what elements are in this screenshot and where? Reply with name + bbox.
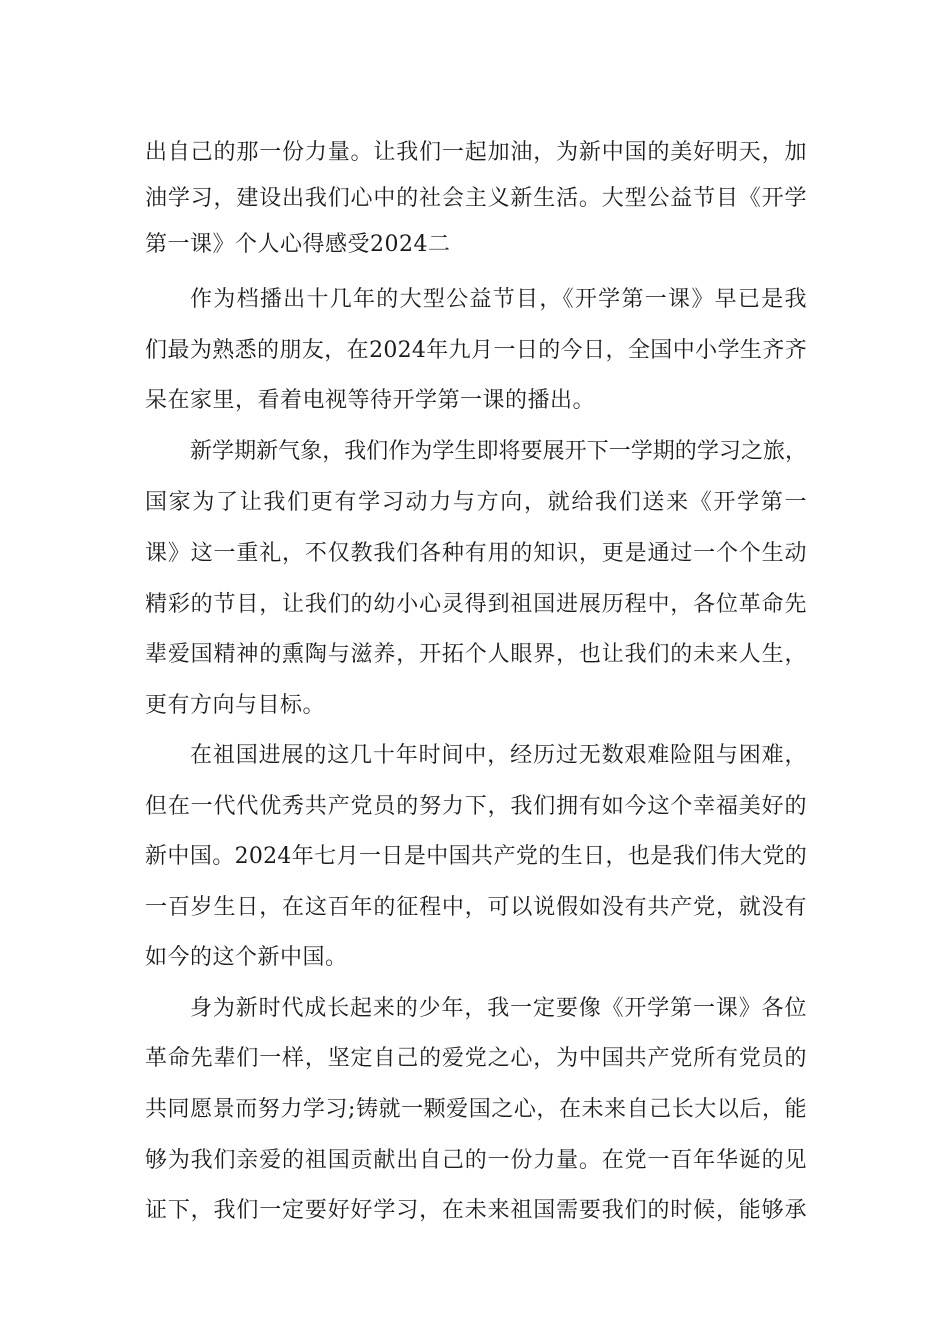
text-line: 更有方向与目标。 [145, 693, 326, 718]
text-line: 够为我们亲爱的祖国贡献出自己的一份力量。在党一百年华诞的见 [145, 1148, 807, 1173]
text-line: 课》这一重礼，不仅教我们各种有用的知识，更是通过一个个生动 [145, 541, 807, 566]
text-line: 出自己的那一份力量。让我们一起加油，为新中国的美好明天，加 [145, 140, 807, 165]
text-line: 一百岁生日，在这百年的征程中，可以说假如没有共产党，就没有 [145, 895, 807, 920]
text-line: 作为档播出十几年的大型公益节目，《开学第一课》早已是我 [190, 287, 807, 312]
text-line: 第一课》个人心得感受2024二 [145, 232, 451, 257]
text-line: 精彩的节目，让我们的幼小心灵得到祖国进展历程中，各位革命先 [145, 592, 807, 617]
text-line: 革命先辈们一样，坚定自己的爱党之心，为中国共产党所有党员的 [145, 1046, 807, 1071]
text-line: 证下，我们一定要好好学习，在未来祖国需要我们的时候，能够承 [145, 1198, 807, 1223]
text-line: 辈爱国精神的熏陶与滋养，开拓个人眼界，也让我们的未来人生， [145, 642, 807, 667]
text-line: 身为新时代成长起来的少年，我一定要像《开学第一课》各位 [190, 996, 807, 1021]
text-line: 油学习，建设出我们心中的社会主义新生活。大型公益节目《开学 [145, 186, 807, 211]
text-line: 们最为熟悉的朋友，在2024年九月一日的今日，全国中小学生齐齐 [145, 338, 807, 363]
text-line: 但在一代代优秀共产党员的努力下，我们拥有如今这个幸福美好的 [145, 794, 807, 819]
text-line: 呆在家里，看着电视等待开学第一课的播出。 [145, 388, 596, 413]
text-line: 国家为了让我们更有学习动力与方向，就给我们送来《开学第一 [145, 490, 807, 515]
text-line: 新中国。2024年七月一日是中国共产党的生日，也是我们伟大党的 [145, 844, 807, 869]
text-line: 新学期新气象，我们作为学生即将要展开下一学期的学习之旅， [190, 439, 807, 464]
text-line: 在祖国进展的这几十年时间中，经历过无数艰难险阻与困难， [190, 743, 807, 768]
text-line: 如今的这个新中国。 [145, 945, 348, 970]
text-line: 共同愿景而努力学习;铸就一颗爱国之心，在未来自己长大以后，能 [145, 1097, 807, 1122]
